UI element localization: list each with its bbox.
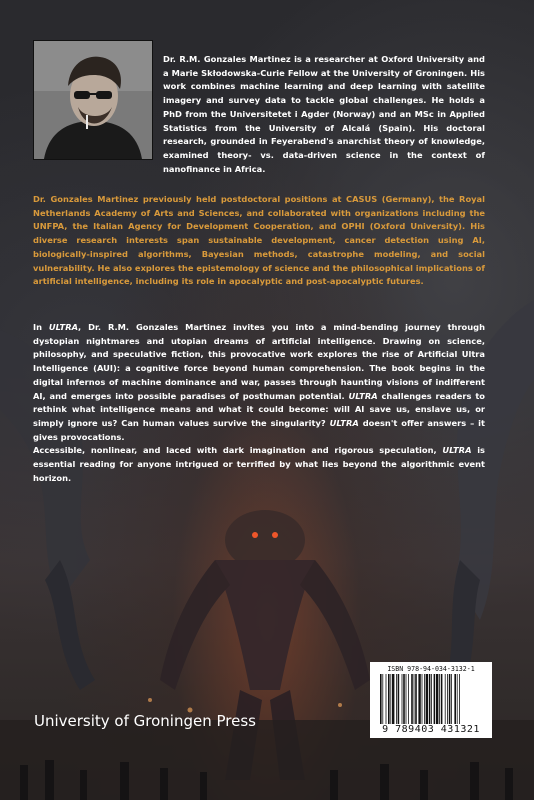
description-paragraph-1 [33,321,485,444]
description-paragraph-2 [33,444,485,485]
barcode-bar [441,674,443,724]
description-text: challenges readers to rethink what intelligence means and what it could become: will AI save us, enslave us, or simply ignore us? Can human values survive the singularity? [33,390,485,428]
barcode-bar [406,674,407,724]
barcode-bar [429,674,431,724]
description-text: , Dr. R.M. Gonzales Martinez invites you into a mind-bending journey through dystopian nightmares and utopian dreams of artificial intelligence. Drawing on science, philosophy, and speculative fiction, this provocative work explores the rise of Artificial Ultra Intelligence (AUI): a cognitive force beyond human comprehension. The book begins in the digital infernos of machine dominance and war, passes through haunting visions of indifferent AI, and emerges into possible paradises of posthuman potential. [33,322,485,401]
barcode-digits: 9 789403 431321 [382,724,480,735]
description-text: doesn't offer answers – it gives provocations. [33,417,485,442]
barcode-bar [418,674,420,724]
barcode-bar [431,674,432,724]
barcode-bar [449,674,451,724]
barcode-bar [390,674,391,724]
description-intro-word: In [33,322,49,332]
city-lights [148,693,377,713]
barcode-bar [422,674,423,724]
barcode-bar [445,674,446,724]
barcode-bar [457,674,458,724]
barcode-bar [398,674,400,724]
author-bio-intro: Dr. R.M. Gonzales Martinez is a researcher at Oxford University and a Marie Skłodowska-Curie Fellow at the University of Groningen. His work combines machine learning and deep learning with satellite imagery and survey data to tackle global challenges. He holds a PhD from the Universitetet i Agder (Norway) and an MSc in Applied Statistics from the University of Alcalá (Spain). His doctoral research, grounded in Feyerabend's anarchist theory of knowledge, examined theory- vs. data-driven science in the context of nanofinance in Africa. [163,54,485,174]
isbn-barcode [370,662,492,738]
book-title-italic: ULTRA [442,445,472,456]
barcode-bar [434,674,436,724]
barcode-bar [386,674,387,724]
book-title-italic: ULTRA [329,417,359,428]
barcode-bar [426,674,428,724]
barcode-bar [396,674,397,724]
description-text: is essential reading for anyone intrigued or terrified by what lies beyond the algorithmic event horizon. [33,445,485,483]
author-portrait-image [34,41,152,159]
barcode-bar [408,674,409,724]
barcode-bar [454,674,456,724]
book-title-italic: ULTRA [348,390,378,401]
barcode-bar [414,674,415,724]
book-title-italic: ULTRA [48,322,79,332]
author-photo [33,40,153,160]
publisher-name: University of Groningen Press [34,712,256,730]
barcode-bar [439,674,440,724]
barcode-bar [382,674,383,724]
barcode-bar [415,674,417,724]
barcode-bar [436,674,438,724]
book-description [33,321,485,485]
barcode-bar [447,674,448,724]
barcode-bar [380,674,382,724]
author-bio-career: Dr. Gonzales Martinez previously held postdoctoral positions at CASUS (Germany), the Royal Netherlands Academy of Arts and Sciences, and collaborated with organizations including the UNFPA, the Italian Agency for Development Cooperation, and OPHI (Oxford University). His diverse research interests span sustainable development, cancer detection using AI, biologically-inspired algorithms, Bayesian methods, catastrophe modeling, and social vulnerability. He also explores the epistemology of science and the philosophical implications of artificial intelligence, including its role in apocalyptic and post-apocalyptic futures. [33,194,485,287]
barcode-bar [459,674,460,724]
barcode-bar [411,674,413,724]
barcode-bar [402,674,403,724]
barcode-bar [392,674,394,724]
isbn-label: ISBN 978-94-034-3132-1 [387,665,475,673]
barcode-bar [403,674,405,724]
barcode-bar [424,674,425,724]
barcode-bars [380,674,482,724]
barcode-bar [388,674,390,724]
description-text: Accessible, nonlinear, and laced with dark imagination and rigorous speculation, [33,445,443,456]
barcode-bar [451,674,452,724]
